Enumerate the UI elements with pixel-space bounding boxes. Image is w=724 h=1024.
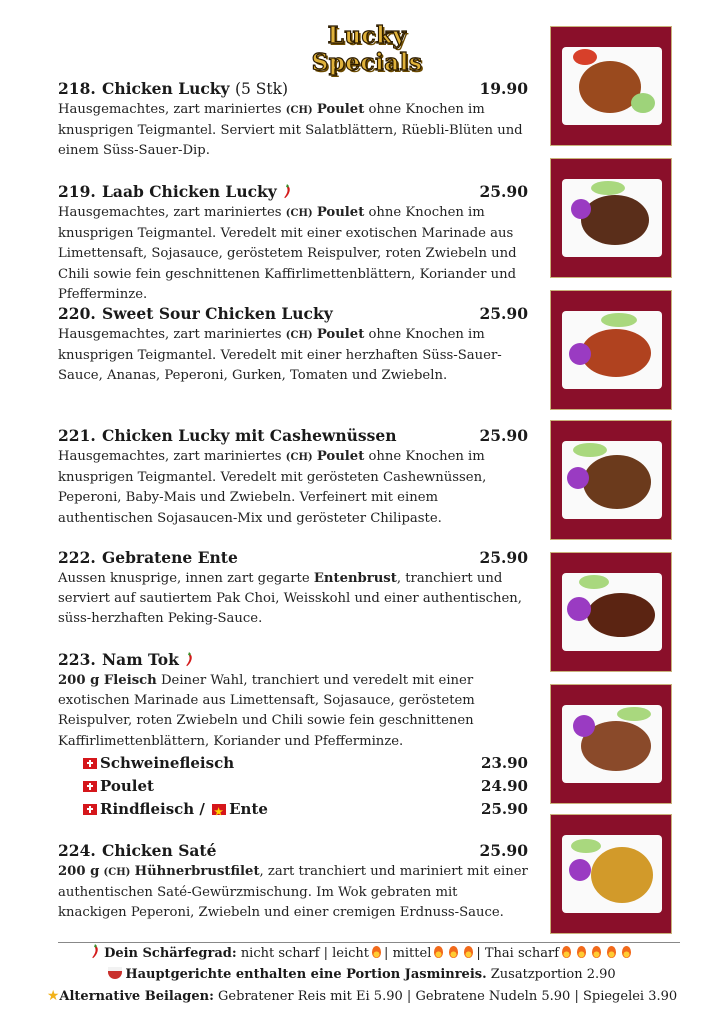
rice-note: Hauptgerichte enthalten eine Portion Jasminreis. Zusatzportion 2.90 — [0, 965, 724, 985]
flame-icon — [434, 946, 443, 958]
dish-name: Sweet Sour Chicken Lucky — [102, 304, 333, 323]
dish-220 — [58, 303, 528, 387]
dish-222 — [58, 547, 528, 630]
rice-bowl-icon — [108, 967, 122, 979]
dish-219 — [58, 181, 528, 305]
dish-218 — [58, 78, 528, 162]
dish-photo-220 — [550, 290, 672, 410]
chili-icon — [282, 184, 292, 199]
star-icon: ★ — [46, 988, 60, 1004]
page-title: Lucky Specials — [311, 22, 423, 76]
flame-icon — [449, 946, 458, 958]
dish-name: Laab Chicken Lucky — [102, 182, 277, 201]
dish-name: Chicken Lucky mit Cashewnüssen — [102, 426, 397, 445]
dish-description: 200 g Fleisch Deiner Wahl, tranchiert und veredelt mit einer exotischen Marinade aus Limettensaft, Sojasauce, geröstetem Reispulver, roten Zwiebeln und Chili sowie fein geschnittenen Kaffirlimettenblättern, Koriander und Pfefferminze. — [58, 673, 475, 749]
dish-number: 222. — [58, 548, 96, 567]
dish-price: 25.90 — [479, 841, 528, 860]
footer-divider — [58, 942, 680, 943]
option-beef-duck: Rindfleisch / ★ Ente 25.90 — [58, 798, 528, 821]
flame-icon — [622, 946, 631, 958]
dish-number: 220. — [58, 304, 96, 323]
sides-note: ★Alternative Beilagen: Gebratener Reis mit Ei 5.90 | Gebratene Nudeln 5.90 | Spiegelei 3.90 — [46, 988, 678, 1004]
dish-description: Hausgemachtes, zart mariniertes (CH) Poulet ohne Knochen im knusprigen Teigmantel. Veredelt mit einer exotischen Marinade aus Limettensaft, Sojasauce, geröstetem Reispulver, roten Zwiebeln und Chili sowie fein geschnittenen Kaffirlimettenblättern, Koriander und Pfefferminze. — [58, 205, 517, 302]
dish-number: 219. — [58, 182, 96, 201]
dish-description: 200 g (CH) Hühnerbrustfilet, zart tranchiert und mariniert mit einer authentischen Saté-Gewürzmischung. Im Wok gebraten mit knackigen Peperoni, Zwiebeln und einer cremigen Erdnuss-Sauce. — [58, 864, 528, 921]
dish-224 — [58, 840, 528, 924]
spice-legend: Dein Schärfegrad: nicht scharf | leicht | mittel | Thai scharf — [0, 944, 724, 964]
option-chicken: Poulet 24.90 — [58, 775, 528, 798]
flame-icon — [607, 946, 616, 958]
dish-price: 19.90 — [479, 79, 528, 98]
flame-icon — [592, 946, 601, 958]
dish-name: Chicken Lucky — [102, 79, 230, 98]
dish-name: Chicken Saté — [102, 841, 217, 860]
vietnam-flag-icon — [212, 804, 226, 815]
option-pork: Schweinefleisch 23.90 — [58, 752, 528, 775]
dish-photo-219 — [550, 158, 672, 278]
flame-icon — [562, 946, 571, 958]
dish-number: 223. — [58, 650, 96, 669]
dish-description: Hausgemachtes, zart mariniertes (CH) Poulet ohne Knochen im knusprigen Teigmantel. Veredelt mit einer herzhaften Süss-Sauer-Sauce, Ananas, Peperoni, Gurken, Tomaten und Zwiebeln. — [58, 327, 502, 384]
dish-description: Hausgemachtes, zart mariniertes (CH) Poulet ohne Knochen im knusprigen Teigmantel. Serviert mit Salatblättern, Rüebli-Blüten und einem Süss-Sauer-Dip. — [58, 102, 523, 159]
chili-icon — [90, 944, 100, 959]
dish-photo-222 — [550, 552, 672, 672]
dish-description: Aussen knusprige, innen zart gegarte Entenbrust, tranchiert und serviert auf sautiertem Pak Choi, Weisskohl und einer authentischen, süss-herzhaften Peking-Sauce. — [58, 571, 522, 627]
flame-icon — [464, 946, 473, 958]
dish-price: 25.90 — [479, 182, 528, 201]
dish-number: 224. — [58, 841, 96, 860]
dish-photo-223 — [550, 684, 672, 804]
dish-name: Gebratene Ente — [102, 548, 238, 567]
flame-icon — [577, 946, 586, 958]
dish-name: Nam Tok — [102, 650, 179, 669]
chili-icon — [184, 652, 194, 667]
dish-price: 25.90 — [479, 548, 528, 567]
dish-price: 25.90 — [479, 304, 528, 323]
dish-223 — [58, 649, 528, 821]
dish-photo-224 — [550, 814, 672, 934]
dish-name-extra: (5 Stk) — [234, 80, 289, 98]
dish-photo-221 — [550, 420, 672, 540]
dish-photo-218 — [550, 26, 672, 146]
swiss-flag-icon — [83, 804, 97, 815]
dish-number: 221. — [58, 426, 96, 445]
dish-number: 218. — [58, 79, 96, 98]
dish-description: Hausgemachtes, zart mariniertes (CH) Poulet ohne Knochen im knusprigen Teigmantel. Veredelt mit gerösteten Cashewnüssen, Peperoni, Baby-Mais und Zwiebeln. Verfeinert mit einem authentischen Sojasaucen-Mix und gerösteter Chilipaste. — [58, 449, 487, 526]
swiss-flag-icon — [83, 781, 97, 792]
dish-221 — [58, 425, 528, 529]
dish-price: 25.90 — [479, 426, 528, 445]
swiss-flag-icon — [83, 758, 97, 769]
flame-icon — [372, 946, 381, 958]
